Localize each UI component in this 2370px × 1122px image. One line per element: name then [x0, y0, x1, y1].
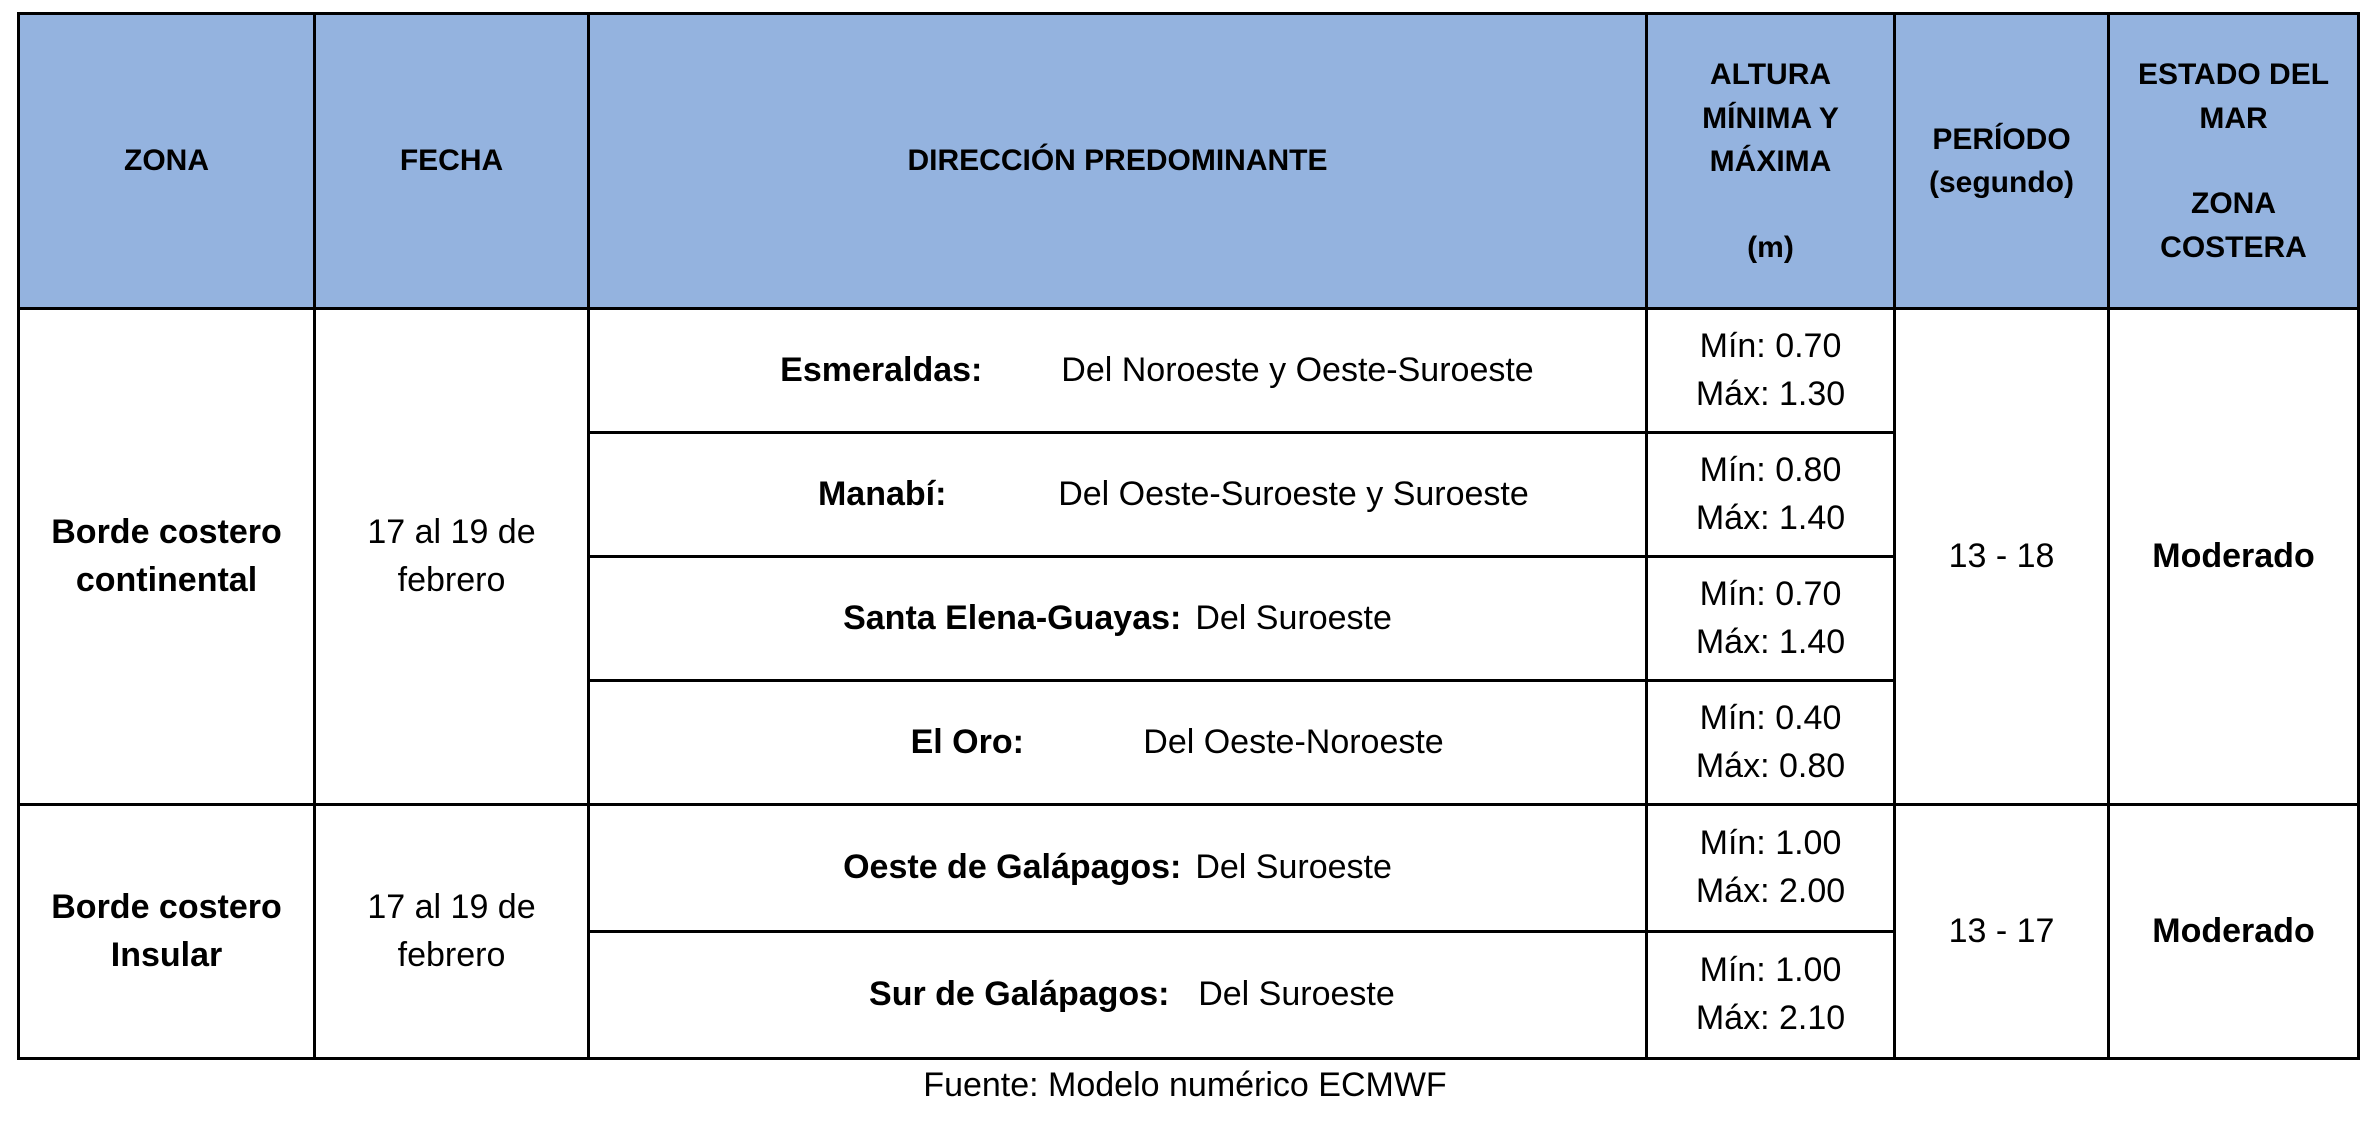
direction-cell	[589, 681, 1647, 805]
height-min: Mín: 0.70	[1699, 326, 1842, 365]
direction-value: Del Noroeste y Oeste-Suroeste	[1061, 350, 1534, 389]
location-label: El Oro:	[910, 722, 1024, 761]
header-estado-line-2: MAR	[2199, 101, 2268, 135]
direction-cell	[589, 433, 1647, 557]
height-max: Máx: 0.80	[1695, 746, 1846, 785]
estado-cell: Moderado	[2109, 805, 2359, 1059]
location-label: Manabí:	[817, 474, 947, 513]
zona-line-1: Borde costero	[51, 887, 282, 926]
fecha-line-1: 17 al 19 de	[367, 512, 536, 551]
estado-cell: Moderado	[2109, 309, 2359, 805]
header-estado	[2109, 14, 2359, 309]
zona-line-1: Borde costero	[51, 512, 282, 551]
header-altura	[1647, 14, 1895, 309]
source-caption: Fuente: Modelo numérico ECMWF	[923, 1066, 1447, 1104]
header-altura-line-3: MÁXIMA	[1709, 145, 1832, 178]
header-periodo-line-1: PERÍODO	[1932, 122, 2071, 156]
wave-forecast-table	[17, 12, 2360, 1060]
header-fecha: FECHA	[315, 14, 589, 309]
height-cell	[1647, 557, 1895, 681]
direction-value: Del Oeste-Suroeste y Suroeste	[1058, 474, 1529, 513]
zona-cell	[19, 805, 315, 1059]
fecha-line-2: febrero	[397, 935, 506, 974]
height-cell	[1647, 433, 1895, 557]
height-min: Mín: 1.00	[1699, 824, 1842, 863]
fecha-cell	[315, 805, 589, 1059]
zona-line-2: Insular	[110, 935, 223, 974]
direction-cell	[589, 805, 1647, 932]
header-altura-line-2: MÍNIMA Y	[1702, 101, 1839, 135]
table-row	[19, 309, 2359, 433]
height-min: Mín: 0.40	[1699, 698, 1842, 737]
fecha-line-1: 17 al 19 de	[367, 887, 536, 926]
height-cell	[1647, 932, 1895, 1059]
header-altura-unit: (m)	[1747, 230, 1794, 264]
height-min: Mín: 0.70	[1699, 574, 1842, 613]
location-label: Oeste de Galápagos:	[843, 848, 1182, 887]
direction-cell	[589, 932, 1647, 1059]
header-zona: ZONA	[19, 14, 315, 309]
fecha-line-2: febrero	[397, 560, 506, 599]
header-altura-line-1: ALTURA	[1709, 58, 1832, 91]
height-min: Mín: 0.80	[1699, 450, 1842, 489]
header-estado-line-3: ZONA	[2191, 187, 2276, 220]
fecha-cell	[315, 309, 589, 805]
header-estado-line-1: ESTADO DEL	[2137, 58, 2330, 91]
zona-line-2: continental	[75, 560, 258, 599]
header-periodo-line-2: (segundo)	[1929, 166, 2074, 199]
periodo-cell: 13 - 18	[1895, 309, 2109, 805]
location-label: Sur de Galápagos:	[869, 975, 1170, 1014]
location-label: Esmeraldas:	[780, 350, 983, 389]
direction-value: Del Suroeste	[1195, 848, 1392, 887]
height-max: Máx: 2.10	[1695, 999, 1846, 1037]
header-periodo	[1895, 14, 2109, 309]
direction-cell	[589, 309, 1647, 433]
height-cell	[1647, 805, 1895, 932]
height-cell	[1647, 681, 1895, 805]
height-max: Máx: 1.40	[1695, 622, 1846, 661]
direction-value: Del Suroeste	[1198, 975, 1395, 1014]
header-row	[19, 14, 2359, 309]
zona-cell	[19, 309, 315, 805]
periodo-cell: 13 - 17	[1895, 805, 2109, 1059]
direction-value: Del Suroeste	[1195, 598, 1392, 637]
height-max: Máx: 1.30	[1695, 374, 1846, 413]
direction-cell	[589, 557, 1647, 681]
table-row	[19, 805, 2359, 932]
location-label: Santa Elena-Guayas:	[843, 598, 1182, 637]
height-max: Máx: 1.40	[1695, 498, 1846, 537]
height-min: Mín: 1.00	[1699, 951, 1842, 990]
height-max: Máx: 2.00	[1695, 872, 1846, 910]
header-estado-line-4: COSTERA	[2160, 230, 2307, 264]
direction-value: Del Oeste-Noroeste	[1143, 722, 1444, 761]
header-direccion: DIRECCIÓN PREDOMINANTE	[589, 14, 1647, 309]
height-cell	[1647, 309, 1895, 433]
